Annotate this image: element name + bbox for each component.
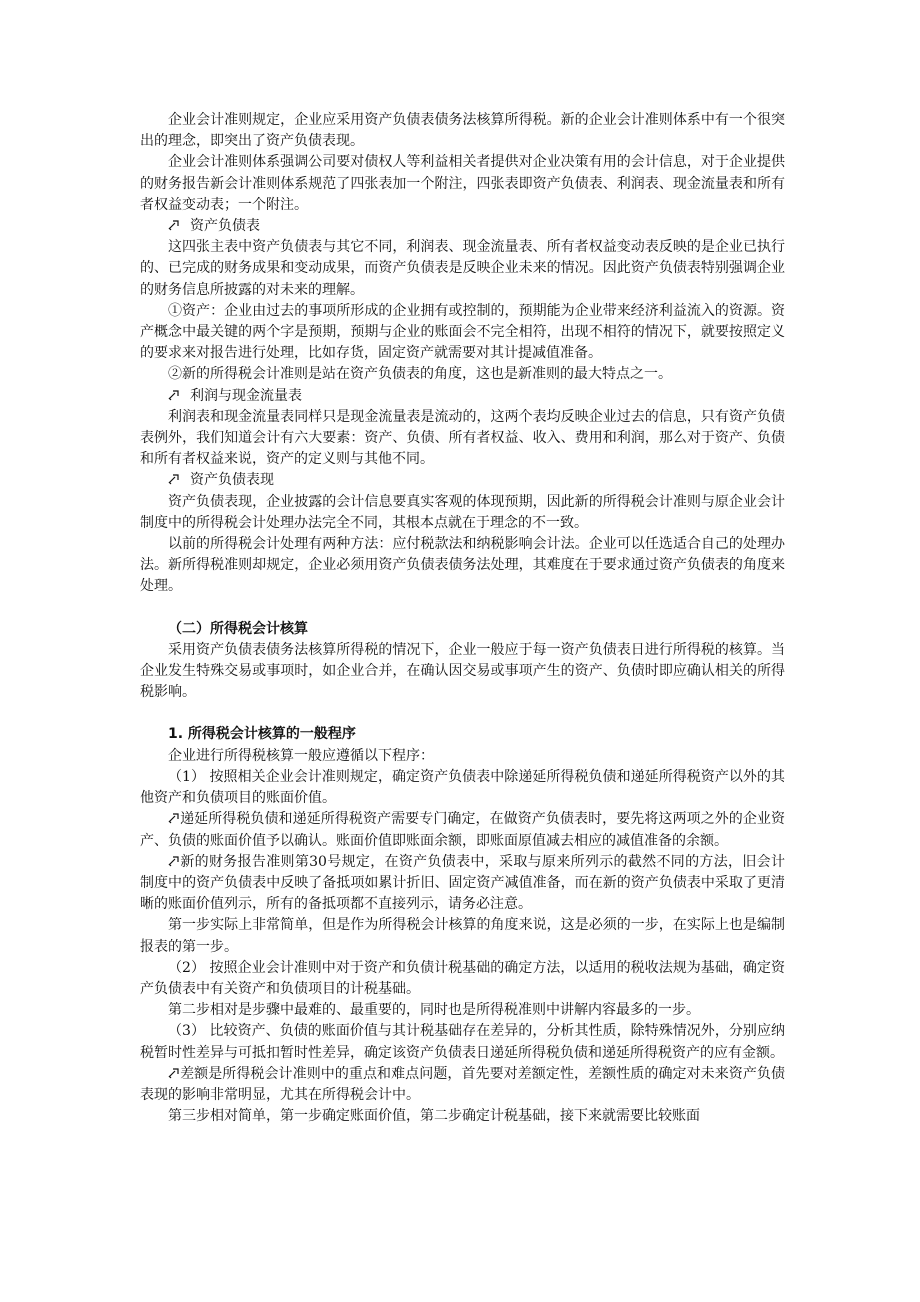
- paragraph: 企业会计准则规定，企业应采用资产负债表债务法核算所得税。新的企业会计准则体系中有一个很突出的理念，即突出了资产负债表现。: [140, 112, 785, 150]
- step-item: （1） 按照相关企业会计准则规定，确定资产负债表中除递延所得税负债和递延所得税资产以外的其他资产和负债项目的账面价值。: [140, 768, 785, 807]
- bullet-item: 资产负债表现: [140, 470, 785, 491]
- document-page: [140, 110, 785, 1127]
- hand-pointer-icon: [168, 470, 190, 491]
- paragraph: 利润表和现金流量表同样只是现金流量表是流动的，这两个表均反映企业过去的信息，只有资产负债表例外，我们知道会计有六大要素：资产、负债、所有者权益、收入、费用和利润，那么对于资产、负债和所有者权益来说，资产的定义则与其他不同。: [140, 408, 785, 468]
- paragraph: 第一步实际上非常简单，但是作为所得税会计核算的角度来说，这是必须的一步，在实际上也是编制报表的第一步。: [140, 917, 785, 955]
- hand-pointer-icon: [168, 216, 190, 237]
- hand-pointer-icon: [168, 1066, 180, 1082]
- paragraph: 以前的所得税会计处理有两种方法：应付税款法和纳税影响会计法。企业可以任选适合自己的处理办法。新所得税准则却规定，企业必须用资产负债表债务法处理，其难度在于要求通过资产负债表的角度来处理。: [140, 536, 785, 595]
- hand-pointer-icon: [168, 854, 180, 870]
- subsection-heading: 1. 所得税会计核算的一般程序: [168, 726, 356, 743]
- paragraph: 这四张主表中资产负债表与其它不同，利润表、现金流量表、所有者权益变动表反映的是企业已执行的、已完成的财务成果和变动成果，而资产负债表是反映企业未来的情况。因此资产负债表特别强调企业的财务信息所披露的对未来的理解。: [140, 239, 785, 298]
- hand-pointer-icon: [168, 811, 180, 827]
- paragraph: 第三步相对简单，第一步确定账面价值，第二步确定计税基础，接下来就需要比较账面: [168, 1108, 700, 1125]
- step-item: （3） 比较资产、负债的账面价值与其计税基础存在差异的，分析其性质，除特殊情况外，分别应纳税暂时性差异与可抵扣暂时性差异，确定该资产负债表日递延所得税负债和递延所得税资产的应有金额。: [140, 1023, 785, 1061]
- bullet-item: 新的财务报告准则第30号规定，在资产负债表中，采取与原来所列示的截然不同的方法，旧会计制度中的资产负债表中反映了备抵项如累计折旧、固定资产减值准备，而在新的资产负债表中采取了更清晰的账面价值列示，所有的备抵项都不直接列示，请务必注意。: [140, 853, 785, 913]
- paragraph: ①资产：企业由过去的事项所形成的企业拥有或控制的，预期能为企业带来经济利益流入的资源。资产概念中最关键的两个字是预期，预期与企业的账面会不完全相符，出现不相符的情况下，就要按照定义的要求来对报告进行处理，比如存货，固定资产就需要对其计提减值准备。: [140, 302, 785, 362]
- paragraph: 企业会计准则体系强调公司要对债权人等利益相关者提供对企业决策有用的会计信息，对于企业提供的财务报告新会计准则体系规范了四张表加一个附注，四张表即资产负债表、利润表、现金流量表和所有者权益变动表；一个附注。: [140, 154, 785, 213]
- paragraph: 采用资产负债表债务法核算所得税的情况下，企业一般应于每一资产负债表日进行所得税的核算。当企业发生特殊交易或事项时，如企业合并，在确认因交易或事项产生的资产、负债时即应确认相关的所得税影响。: [140, 641, 785, 701]
- section-heading: （二）所得税会计核算: [168, 620, 308, 637]
- hand-pointer-icon: [168, 386, 190, 407]
- bullet-item: 递延所得税负债和递延所得税资产需要专门确定，在做资产负债表时，要先将这两项之外的企业资产、负债的账面价值予以确认。账面价值即账面余额，即账面原值减去相应的减值准备的余额。: [140, 811, 785, 849]
- step-item: （2） 按照企业会计准则中对于资产和负债计税基础的确定方法，以适用的税收法规为基础，确定资产负债表中有关资产和负债项目的计税基础。: [140, 959, 785, 997]
- paragraph: 企业进行所得税核算一般应遵循以下程序：: [168, 747, 434, 764]
- bullet-item: 资产负债表: [140, 216, 785, 237]
- paragraph: 第二步相对是步骤中最难的、最重要的，同时也是所得税准则中讲解内容最多的一步。: [168, 1002, 700, 1019]
- paragraph: ②新的所得税会计准则是站在资产负债表的角度，这也是新准则的最大特点之一。: [168, 366, 672, 383]
- bullet-item: 差额是所得税会计准则中的重点和难点问题，首先要对差额定性，差额性质的确定对未来资产负债表现的影响非常明显，尤其在所得税会计中。: [140, 1065, 785, 1103]
- paragraph: 资产负债表现，企业披露的会计信息要真实客观的体现预期，因此新的所得税会计准则与原企业会计制度中的所得税会计处理办法完全不同，其根本点就在于理念的不一致。: [140, 493, 785, 531]
- bullet-item: 利润与现金流量表: [140, 386, 785, 407]
